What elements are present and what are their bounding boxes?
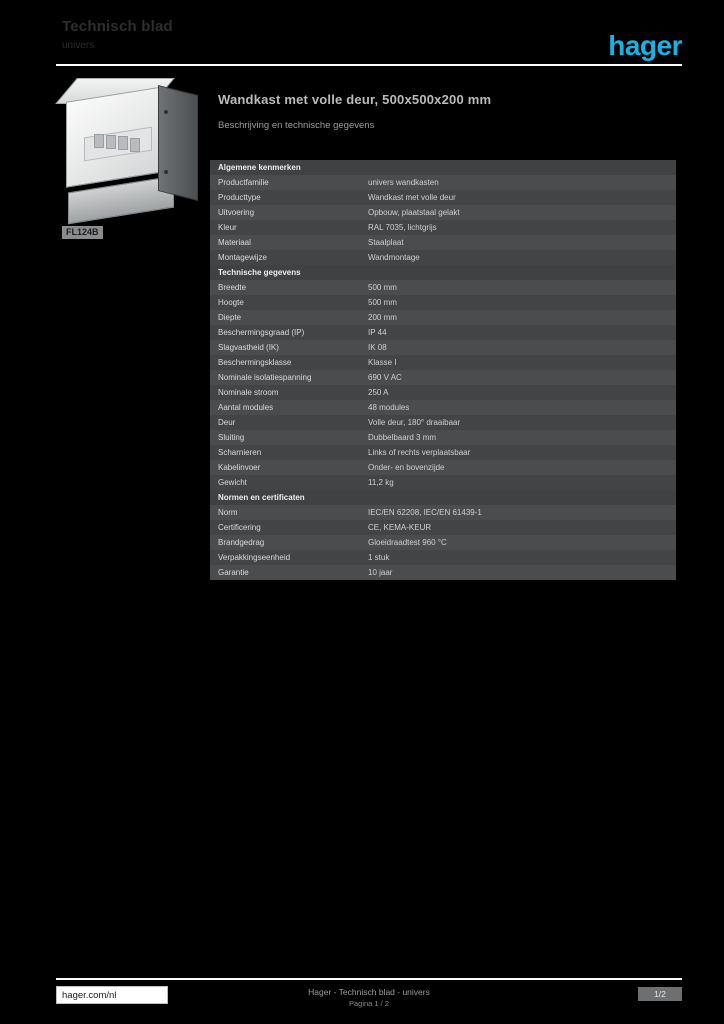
product-subtitle: Beschrijving en technische gegevens bbox=[218, 120, 375, 131]
spec-value: Staalplaat bbox=[368, 238, 404, 247]
spec-value: IP 44 bbox=[368, 328, 387, 337]
table-row bbox=[210, 415, 676, 430]
table-row bbox=[210, 250, 676, 265]
spec-value: 500 mm bbox=[368, 298, 397, 307]
spec-key: Producttype bbox=[218, 193, 261, 202]
spec-key: Sluiting bbox=[218, 433, 245, 442]
table-row bbox=[210, 430, 676, 445]
enclosure-hinge bbox=[164, 110, 168, 114]
spec-value: Onder- en bovenzijde bbox=[368, 463, 445, 472]
table-row bbox=[210, 310, 676, 325]
table-row bbox=[210, 475, 676, 490]
table-row bbox=[210, 235, 676, 250]
spec-value: Volle deur, 180° draaibaar bbox=[368, 418, 461, 427]
spec-value: 500 mm bbox=[368, 283, 397, 292]
table-row bbox=[210, 355, 676, 370]
spec-value: 250 A bbox=[368, 388, 389, 397]
product-image-panel bbox=[56, 86, 198, 236]
page-title: Technisch blad bbox=[62, 18, 173, 35]
spec-key: Certificering bbox=[218, 523, 261, 532]
spec-key: Uitvoering bbox=[218, 208, 255, 217]
table-row bbox=[210, 325, 676, 340]
enclosure-door bbox=[158, 85, 198, 201]
spec-key: Diepte bbox=[218, 313, 242, 322]
enclosure-slot bbox=[118, 136, 128, 150]
spec-key: Materiaal bbox=[218, 238, 251, 247]
spec-section-header bbox=[210, 490, 676, 505]
table-row bbox=[210, 400, 676, 415]
spec-value: univers wandkasten bbox=[368, 178, 439, 187]
spec-value: Klasse I bbox=[368, 358, 397, 367]
footer-center-text bbox=[56, 987, 682, 1009]
table-row bbox=[210, 565, 676, 580]
spec-value: 48 modules bbox=[368, 403, 410, 412]
spec-key: Breedte bbox=[218, 283, 247, 292]
spec-key: Scharnieren bbox=[218, 448, 262, 457]
table-row bbox=[210, 520, 676, 535]
spec-value: Opbouw, plaatstaal gelakt bbox=[368, 208, 460, 217]
footer-line-1: Hager - Technisch blad - univers bbox=[308, 987, 430, 997]
spec-key: Verpakkingseenheid bbox=[218, 553, 291, 562]
spec-key: Deur bbox=[218, 418, 236, 427]
content-heading-block bbox=[218, 86, 682, 132]
spec-value: Dubbelbaard 3 mm bbox=[368, 433, 437, 442]
spec-value: 11,2 kg bbox=[368, 478, 394, 487]
table-row bbox=[210, 505, 676, 520]
spec-value: 690 V AC bbox=[368, 373, 402, 382]
table-row bbox=[210, 445, 676, 460]
page-subtitle: univers bbox=[62, 40, 95, 51]
spec-value: IK 08 bbox=[368, 343, 387, 352]
page-number: 1/2 bbox=[638, 987, 682, 1001]
spec-key: Kleur bbox=[218, 223, 237, 232]
enclosure-slot bbox=[94, 134, 104, 148]
spec-section-title: Algemene kenmerken bbox=[218, 163, 301, 172]
table-row bbox=[210, 190, 676, 205]
spec-value: 200 mm bbox=[368, 313, 397, 322]
spec-section-title: Technische gegevens bbox=[218, 268, 301, 277]
spec-value: IEC/EN 62208, IEC/EN 61439-1 bbox=[368, 508, 482, 517]
header-divider bbox=[56, 64, 682, 66]
spec-key: Gewicht bbox=[218, 478, 247, 487]
table-row bbox=[210, 340, 676, 355]
footer-divider bbox=[56, 978, 682, 980]
table-row bbox=[210, 460, 676, 475]
spec-value: Links of rechts verplaatsbaar bbox=[368, 448, 471, 457]
table-row bbox=[210, 220, 676, 235]
table-row bbox=[210, 175, 676, 190]
spec-value: Wandkast met volle deur bbox=[368, 193, 456, 202]
enclosure-hinge bbox=[164, 170, 168, 174]
spec-value: CE, KEMA-KEUR bbox=[368, 523, 432, 532]
spec-key: Garantie bbox=[218, 568, 249, 577]
document-header bbox=[56, 14, 682, 62]
spec-key: Nominale isolatiespanning bbox=[218, 373, 312, 382]
spec-key: Norm bbox=[218, 508, 238, 517]
table-row bbox=[210, 205, 676, 220]
table-row bbox=[210, 535, 676, 550]
spec-value: RAL 7035, lichtgrijs bbox=[368, 223, 437, 232]
spec-key: Productfamilie bbox=[218, 178, 269, 187]
spec-value: 1 stuk bbox=[368, 553, 390, 562]
specification-table bbox=[210, 160, 676, 580]
spec-section-title: Normen en certificaten bbox=[218, 493, 305, 502]
spec-section-header bbox=[210, 160, 676, 175]
spec-value: Gloeidraadtest 960 °C bbox=[368, 538, 447, 547]
spec-key: Montagewijze bbox=[218, 253, 267, 262]
table-row bbox=[210, 550, 676, 565]
spec-value: 10 jaar bbox=[368, 568, 393, 577]
product-title: Wandkast met volle deur, 500x500x200 mm bbox=[218, 92, 492, 107]
hager-logo: hager bbox=[608, 30, 682, 61]
spec-value: Wandmontage bbox=[368, 253, 420, 262]
spec-key: Beschermingsklasse bbox=[218, 358, 292, 367]
enclosure-slot bbox=[130, 138, 140, 152]
spec-key: Hoogte bbox=[218, 298, 244, 307]
spec-key: Kabelinvoer bbox=[218, 463, 261, 472]
table-row bbox=[210, 370, 676, 385]
spec-key: Brandgedrag bbox=[218, 538, 265, 547]
document-footer bbox=[56, 984, 682, 1010]
spec-key: Slagvastheid (IK) bbox=[218, 343, 279, 352]
spec-key: Nominale stroom bbox=[218, 388, 279, 397]
spec-key: Aantal modules bbox=[218, 403, 274, 412]
enclosure-photo bbox=[60, 88, 196, 222]
enclosure-slot bbox=[106, 135, 116, 149]
spec-section-header bbox=[210, 265, 676, 280]
website-link[interactable]: hager.com/nl bbox=[56, 986, 168, 1004]
spec-key: Beschermingsgraad (IP) bbox=[218, 328, 305, 337]
table-row bbox=[210, 385, 676, 400]
product-code: FL124B bbox=[62, 226, 103, 239]
footer-line-2: Pagina 1 / 2 bbox=[348, 999, 390, 1008]
table-row bbox=[210, 295, 676, 310]
table-row bbox=[210, 280, 676, 295]
